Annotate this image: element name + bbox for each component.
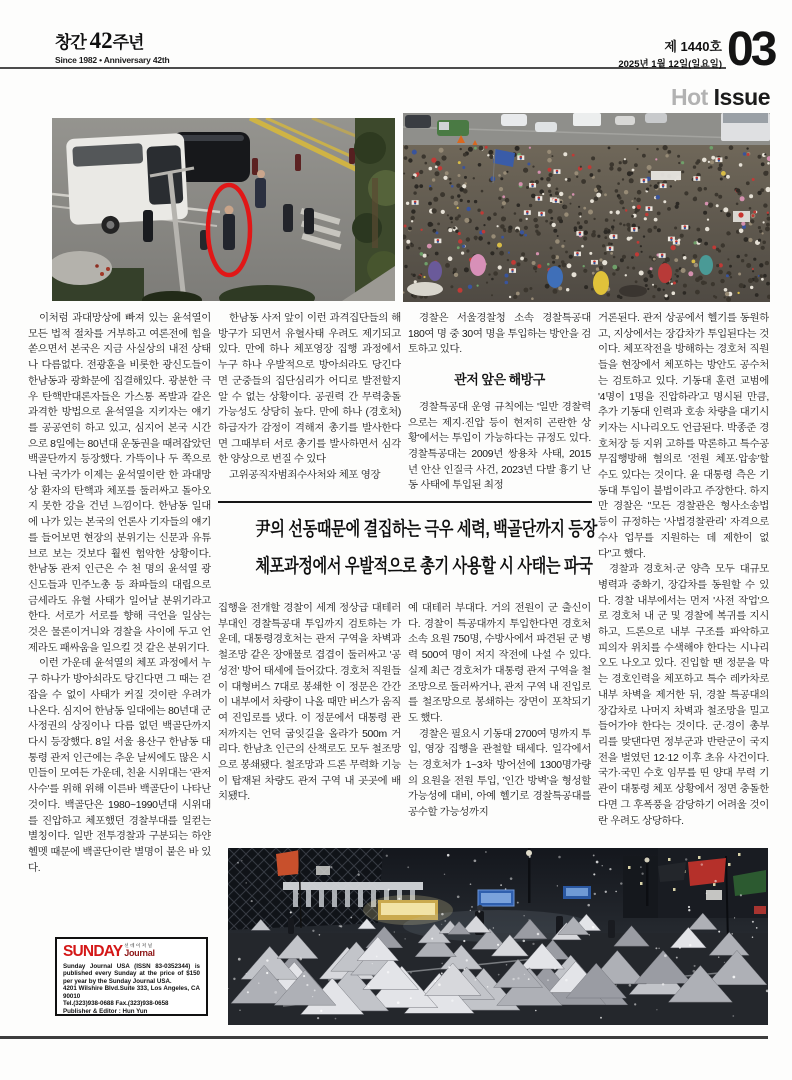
anniversary-prefix: 창간 [55, 33, 90, 52]
section-label-issue: Issue [713, 84, 770, 110]
article-paragraph: 한남동 사저 앞이 이런 과격집단들의 해방구가 되면서 유혈사태 우려도 제기되고 있다. 만에 하나 체포영장 집행 과정에서 누구 하나 우발적으로 방아쇠라도 당긴다면 군중들의 집단심리가 어디로 발전할지 알 수 없는 상황이다. 공권력 간 무력충돌 가능성도 상당히 높다. 만에 하나 (경호처) 하급자가 감정이 격해져 총기를 발사한다면 그때부터 서로 총기를 발사하면서 심각한 양상으로 번질 수 있다 [218, 313, 401, 466]
page-number: 03 [727, 23, 775, 76]
article-column-2-top [218, 311, 401, 501]
logo-korean: 선데이저널 [124, 943, 154, 948]
masthead-anniversary [55, 28, 170, 65]
article-paragraph: 이처럼 과대망상에 빠져 있는 윤석열이 모든 법적 절차를 거부하고 여론전에 힘을 쏟으면서 본국은 지금 사실상의 내전 상태나 다름없다. 전광훈을 비롯한 광신도들이 한남동과 광화문에 집결해있다. 광분한 극우 탄핵반대론자들은 가스통 폭발과 같은 과격한 방법으로 윤석열을 지키자는 얘기를 공공연히 하고 있고, 심지어 본국 시간으로 8일에는 80년대 운동권을 때려잡았던 백골단까지 등장했다. 가뜩이나 두 쪽으로 나뉜 국가가 이제는 윤석열이란 한 과대망상 환자의 탄핵과 체포를 둘러싸고 돌아오지 못한 강을 건넌 느낌이다. 한남동 일대에 나가 있는 본국의 언론사 기자들의 얘기를 들어보면 현장의 분위기는 신문과 유튜브로 보는 것보다 훨씬 험악한 상황이다. 한남동 관저 인근은 수 천 명의 윤석열 광신도들과 민주노총 등 좌파들의 대립으로 금세라도 유혈 사태가 일어날 분위기라고 한다. 서로가 서로를 향해 극언을 일삼는 것은 물론이거니와 경찰을 사이에 두고 언제라도 패싸움을 일으킬 것 같은 분위기다. [28, 313, 211, 654]
since-tagline: Since 1982 • Anniversary 42th [55, 55, 170, 65]
article-paragraph: 경찰특공대 운영 규칙에는 '일반 경찰력으로는 제지·진압 등이 현저히 곤란한 상황'에서는 투입이 가능하다는 규정도 있다. 경찰특공대는 2009년 쌍용차 사태, 2015년 안산 인질극 사건, 2023년 다발 흉기 난동 사태에 투입된 최정 [408, 401, 591, 492]
article-paragraph: 고위공직자범죄수사처와 체포 영장 [229, 470, 381, 482]
publisher-line: Publisher & Editor : Hun Yun [63, 1007, 148, 1015]
publisher-line: Sunday Journal USA (ISSN 83-0352344) is published every Sunday at the price of $150 per year by the Sunday Journal USA. [63, 962, 200, 985]
article-column-3-top [408, 311, 591, 501]
anniversary-title [55, 28, 170, 54]
photo-residence-road-art [52, 118, 395, 301]
article-headline [218, 501, 597, 585]
article-paragraph: 경찰은 필요시 기동대 2700여 명까지 투입, 영장 집행을 관철할 태세다. 일각에서는 경호처가 1~3차 방어선에 1300명가량의 요원을 전원 투입, '인간 방벽'을 형성할 가능성에 대비, 아예 헬기로 경찰특공대를 공수할 가능성까지 [408, 728, 591, 819]
article-paragraph: 거론된다. 관저 상공에서 헬기를 동원하고, 지상에서는 장갑차가 투입된다는 것이다. 체포작전을 방해하는 경호처 직원들을 현장에서 체포하는 방안도 공수처는 검토하고 있다. 기동대 훈련 교범에 '4명이 1명을 진압하라'고 명시된 만큼, 추가 기동대 인력과 호송 차량을 대기시키자는 시나리오도 언급된다. 박종준 경호처장 등 지위 고하를 막론하고 특수공무집행방해 혐의로 '전원 체포·압송'할 수도 있다는 것이다. 윤 대통령 측은 기동대 투입이 불법이라고 주장한다. 하지만 경찰은 "모든 경찰관은 형사소송법 등이 규정하는 '사법경찰관리' 자격으로 수사 업무를 지원하는 데 제한이 없다"고 했다. [598, 313, 769, 560]
article-paragraph: 예 대테러 부대다. 거의 전원이 군 출신이다. 경찰이 특공대까지 투입한다면 경호처 소속 요원 750명, 수방사에서 파견된 군 병력 500여 명이 저지 작전에 나설 수 있다. 실제 최근 경호처가 대통령 관저 구역을 철조망으로 둘러싸거나, 관저 구역 내 진입로를 철조망으로 봉쇄하는 장면이 포착되기도 했다. [408, 603, 591, 724]
article-paragraph: 경찰과 경호처·군 양측 모두 대규모 병력과 중화기, 장갑차를 동원할 수 있다. 경찰 내부에서는 먼저 '사전 작업'으로 경호처 내 군 및 경찰에 복귀를 지시하고, 드론으로 내부 구조를 파악하고 피의자 위치를 수색해야 한다는 시나리오도 나오고 있다. 진입할 땐 정문을 막는 경호인력을 체포하고 특수 레카차로 내부 차벽을 제거한 뒤, 경찰 특공대의 장갑차로 나머지 차벽과 철조망을 밀고 들어가야 한다는 것이다. 군·경이 총부리를 맞댄다면 정부군과 반란군이 국지전을 벌였던 12·12 이후 초유 사건이다. 국가·국민 수호 임무를 띤 양대 무력 기관이 대통령 체포 상황에서 정면 충돌한다면 그 후폭풍을 감당하기 어려울 것이란 우려도 상당하다. [598, 564, 769, 827]
publisher-details [63, 963, 200, 1016]
publisher-line: Tel.(323)938-0688 Fax.(323)938-0658 [63, 1000, 169, 1007]
photo-rally-crowd-art [403, 113, 770, 302]
section-label-hot: Hot [670, 84, 708, 110]
logo-sunday: SUNDAY [63, 943, 123, 960]
article-column-3-bottom [408, 601, 591, 846]
photo-night-sitin-art [228, 848, 768, 1025]
footer-divider [0, 1036, 768, 1039]
article-column-1 [28, 311, 211, 923]
article-paragraph: 경찰은 서울경찰청 소속 경찰특공대 180여 명 중 30여 명을 투입하는 방안을 검토하고 있다. [408, 313, 591, 356]
article-paragraph: 이런 가운데 윤석열의 체포 과정에서 누구 하나가 방아쇠라도 당긴다면 그 때는 걷잡을 수 없이 사태가 커질 것이란 우려가 나온다. 심지어 한남동 일대에는 80년대 군사정권의 상징이나 다름 없던 백골단까지 다시 등장했다. 8일 서울 용산구 한남동 대통령 관저 인근에는 추운 날씨에도 많은 시민들이 모여든 가운데, 친윤 시위대는 '관저 사수'를 위해 위해 이른바 백골단이 나타난 것이다. 백골단은 1980~1990년대 시위대를 진압하고 체포했던 경찰부대를 일컫는 별칭이다. 일반 전투경찰과 구분되는 하얀 헬멧 때문에 백골단이란 별명이 붙은 바 있다. [28, 658, 211, 874]
photo-rally-crowd [403, 113, 770, 302]
publisher-info-box [55, 937, 208, 1016]
article-column-4 [598, 311, 769, 843]
section-label [540, 84, 770, 111]
headline-line-2: 체포과정에서 우발적으로 총기 사용할 시 사태는 파국 [255, 556, 593, 577]
issue-info [500, 36, 722, 70]
issue-number: 제 1440호 [664, 39, 722, 54]
photo-night-sitin [228, 848, 768, 1025]
issue-date: 2025년 1월 12일(일요일) [618, 59, 722, 70]
article-column-2-bottom [218, 601, 401, 844]
publisher-logo [63, 944, 200, 960]
logo-journal: Journal [124, 948, 155, 959]
article-subhead: 관저 앞은 해방구 [454, 372, 545, 388]
anniversary-number: 42 [89, 28, 113, 53]
publisher-line: 4201 Wilshire Blvd.Suite 333, Los Angeles, CA 90010 [63, 985, 200, 1000]
headline-line-1: 尹의 선동때문에 결집하는 극우 세력, 백골단까지 등장 [255, 519, 597, 540]
article-paragraph: 집행을 전개할 경찰이 세계 정상급 대테러 부대인 경찰특공대 투입까지 검토하는 가운데, 대통령경호처는 관저 구역을 차벽과 철조망 같은 장애물로 겹겹이 둘러싸고 '공성전' 방어 태세에 들어갔다. 경호처 직원들이 대형버스 7대로 봉쇄한 이 정문은 간간이 내부에서 차량이 나올 때만 버스가 움직여 진입로를 냈다. 이 정문에서 대통령 관저까지는 언덕 굽잇길을 올라가 500m 거리다. 한남초 인근의 산책로도 모두 철조망으로 봉쇄됐다. 철조망과 드론 무력화 기능이 탑재된 차량도 관저 구역 내 곳곳에 배치됐다. [218, 603, 401, 803]
photo-residence-road [52, 118, 395, 301]
anniversary-suffix: 주년 [112, 33, 144, 52]
